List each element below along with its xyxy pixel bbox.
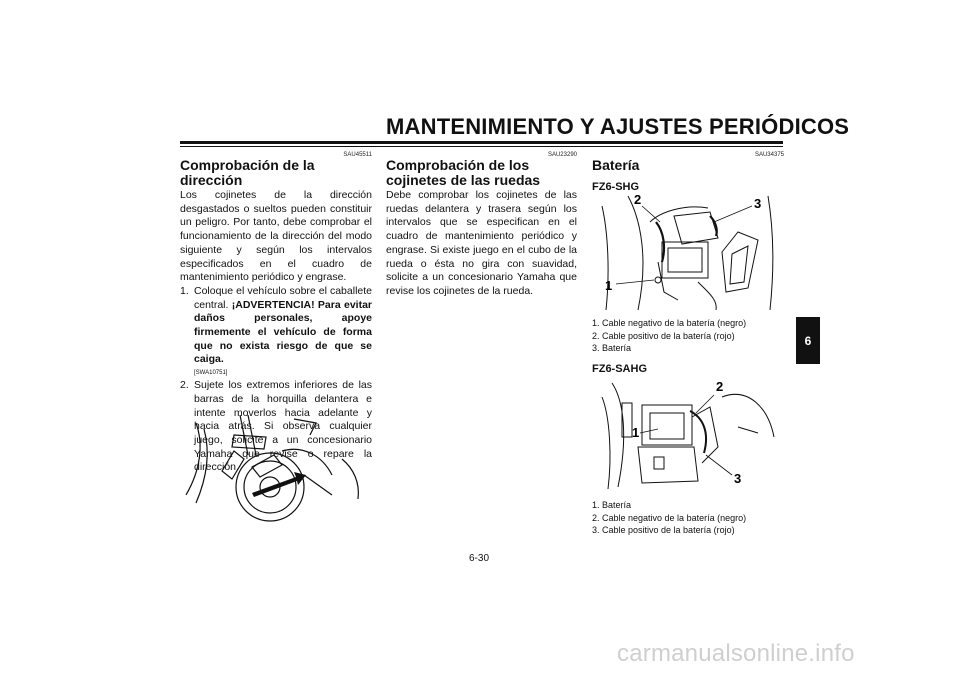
column-wheel-bearings: [386, 152, 577, 299]
title-rule: [180, 141, 783, 144]
caption-item: 2. Cable positivo de la batería (rojo): [592, 330, 735, 341]
section-heading: Comprobación de la dirección: [180, 157, 315, 188]
step-text: Sujete los extremos inferiores de las barras de la horquilla delantera e intente moverlos hacia adelante y hacia atrás. Si observa cualquier juego, solicite a un concesionario Yamaha que revise o repare la dirección.: [194, 379, 372, 474]
model-label-fz6-shg: FZ6-SHG: [592, 181, 640, 193]
warning-code: [SWA10751]: [194, 370, 228, 377]
step-number: 1.: [180, 284, 189, 297]
callout-1: 1: [605, 278, 613, 293]
section-code: SAU34375: [754, 152, 784, 158]
section-code: SAU45511: [343, 152, 372, 158]
battery-illustration-2: [598, 377, 778, 495]
page-number: 6-30: [469, 553, 490, 564]
step-text: Coloque el vehículo sobre el caballete central.: [194, 284, 372, 311]
callout-3: 3: [734, 471, 742, 486]
section-heading: Comprobación de los cojinetes de las ruedas: [386, 157, 541, 188]
chapter-tab: 6: [796, 317, 820, 364]
warning-text: ¡ADVERTENCIA! Para evitar daños personales, apoye firmemente el vehículo de forma que no exista riesgo de que se caiga.: [194, 298, 373, 366]
section-heading: Batería: [592, 157, 640, 173]
body-paragraph: Debe comprobar los cojinetes de las ruedas delantera y trasera según los intervalos que se especifican en el cuadro de mantenimiento periódico y engrase. Si existe juego en el cubo de la rueda o ésta no gira con suavidad, solicite a un concesionario Yamaha que revise los cojinetes de la rueda.: [386, 189, 577, 297]
intro-paragraph: Los cojinetes de la dirección desgastados o sueltos pueden constituir un peligro. Por tanto, debe comprobar el funcionamiento de la dirección del modo siguiente y según los intervalos especificados en el cuadro de mantenimiento periódico y engrase.: [180, 189, 372, 284]
watermark: carmanualsonline.info: [617, 640, 855, 667]
callout-1: 1: [632, 425, 640, 440]
battery-illustration-1: [598, 192, 778, 312]
section-code: SAU23290: [547, 152, 577, 158]
caption-item: 2. Cable negativo de la batería (negro): [592, 512, 747, 523]
figure-2-captions: [592, 499, 784, 537]
callout-2: 2: [716, 379, 724, 394]
column-battery: [592, 152, 784, 193]
figure-1-captions: [592, 317, 784, 355]
callout-2: 2: [634, 192, 642, 207]
step-1: [180, 284, 373, 377]
callout-3: 3: [754, 196, 762, 211]
fork-illustration: [182, 415, 372, 525]
caption-item: 3. Cable positivo de la batería (rojo): [592, 525, 735, 535]
caption-item: 1. Cable negativo de la batería (negro): [592, 318, 747, 328]
step-number: 2.: [180, 379, 189, 392]
page-title: MANTENIMIENTO Y AJUSTES PERIÓDICOS: [386, 114, 850, 139]
title-rule-thin: [180, 146, 783, 147]
caption-item: 1. Batería: [592, 500, 632, 510]
model-label-fz6-sahg: FZ6-SAHG: [592, 363, 647, 375]
caption-item: 3. Batería: [592, 343, 632, 353]
